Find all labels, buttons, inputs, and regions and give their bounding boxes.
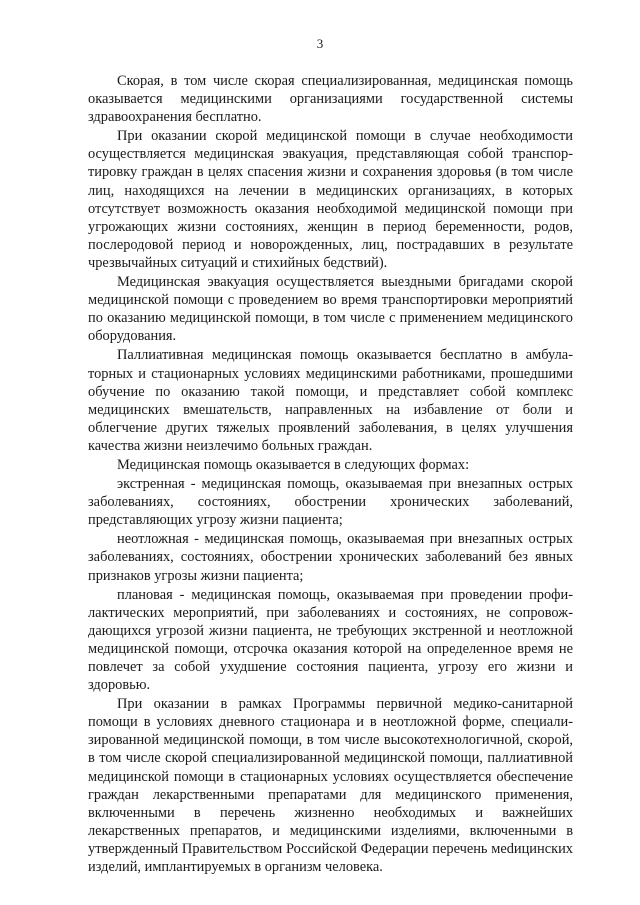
paragraph-medication-supply: При оказании в рамках Программы первичной медико-санитарной помощи в условиях дневного стационара и в неотложной форме, специализированной медицинской помощи, в том числе высокотехнологичной, скорой, в том числе скорой специализированной медицинской помощи, паллиативной медицинской помощи в стационарных условиях осуществляется обеспечение граждан лекарственными препаратами для медицинского применения, включенными в перечень жизненно необходимых и важнейших лекарственных препаратов, и медицинскими изделиями, включенными в утвержденный Правительством Российской Федерации перечень меdицинских изделий, имплантируемых в организм человека. bbox=[88, 696, 573, 876]
paragraph-ambulance-free: Скорая, в том числе скорая специализированная, медицинская помощь оказывается медицинскими организациями государственной системы здравоохранения бесплатно. bbox=[88, 73, 573, 126]
list-item-emergency: экстренная - медицинская помощь, оказываемая при внезапных острых заболеваниях, состояниях, обострении хронических заболеваний, представляющих угрозу жизни пациента; bbox=[88, 476, 573, 529]
list-item-urgent: неотложная - медицинская помощь, оказываемая при внезапных острых заболеваниях, состояниях, обострении хронических заболеваний без явных признаков угрозы жизни пациента; bbox=[88, 531, 573, 584]
paragraph-medical-evacuation: При оказании скорой медицинской помощи в случае необходимости осуществляется медицинская эвакуация, представляющая собой транспортировку граждан в целях спасения жизни и сохранения здоровья (в том числе лиц, находящихся на лечении в медицинских организациях, в которых отсутствует возможность оказания необходимой медицинской помощи при угрожающих жизни состояниях, женщин в период беременности, родов, послеродовой период и новорожденных, лиц, пострадавших в результате чрезвычайных ситуаций и стихийных бедствий). bbox=[88, 128, 573, 271]
document-body bbox=[88, 72, 573, 877]
paragraph-care-forms-intro: Медицинская помощь оказывается в следующих формах: bbox=[117, 456, 470, 473]
paragraph-evacuation-teams: Медицинская эвакуация осуществляется выездными бригадами скорой медицинской помощи с проведением во время транспортировки мероприятий по оказанию медицинской помощи, в том числе с применением медицинского оборудования. bbox=[88, 274, 573, 345]
page-number: 3 bbox=[316, 36, 324, 51]
paragraph-palliative-care: Паллиативная медицинская помощь оказывается бесплатно в амбулаторных и стационарных условиях медицинскими работниками, прошедшими обучение по оказанию такой помощи, и представляет собой комплекс медицинских вмешательств, направленных на избавление от боли и облегчение других тяжелых проявлений заболевания, в целях улучшения качества жизни неизлечимо больных граждан. bbox=[88, 347, 573, 454]
list-item-planned: плановая - медицинская помощь, оказываемая при проведении профилактических мероприятий, при заболеваниях и состояниях, не сопровождающихся угрозой жизни пациента, не требующих экстренной и неотложной медицинской помощи, отсрочка оказания которой на определенное время не повлечет за собой ухудшение состояния пациента, угрозу его жизни и здоровью. bbox=[88, 586, 573, 694]
